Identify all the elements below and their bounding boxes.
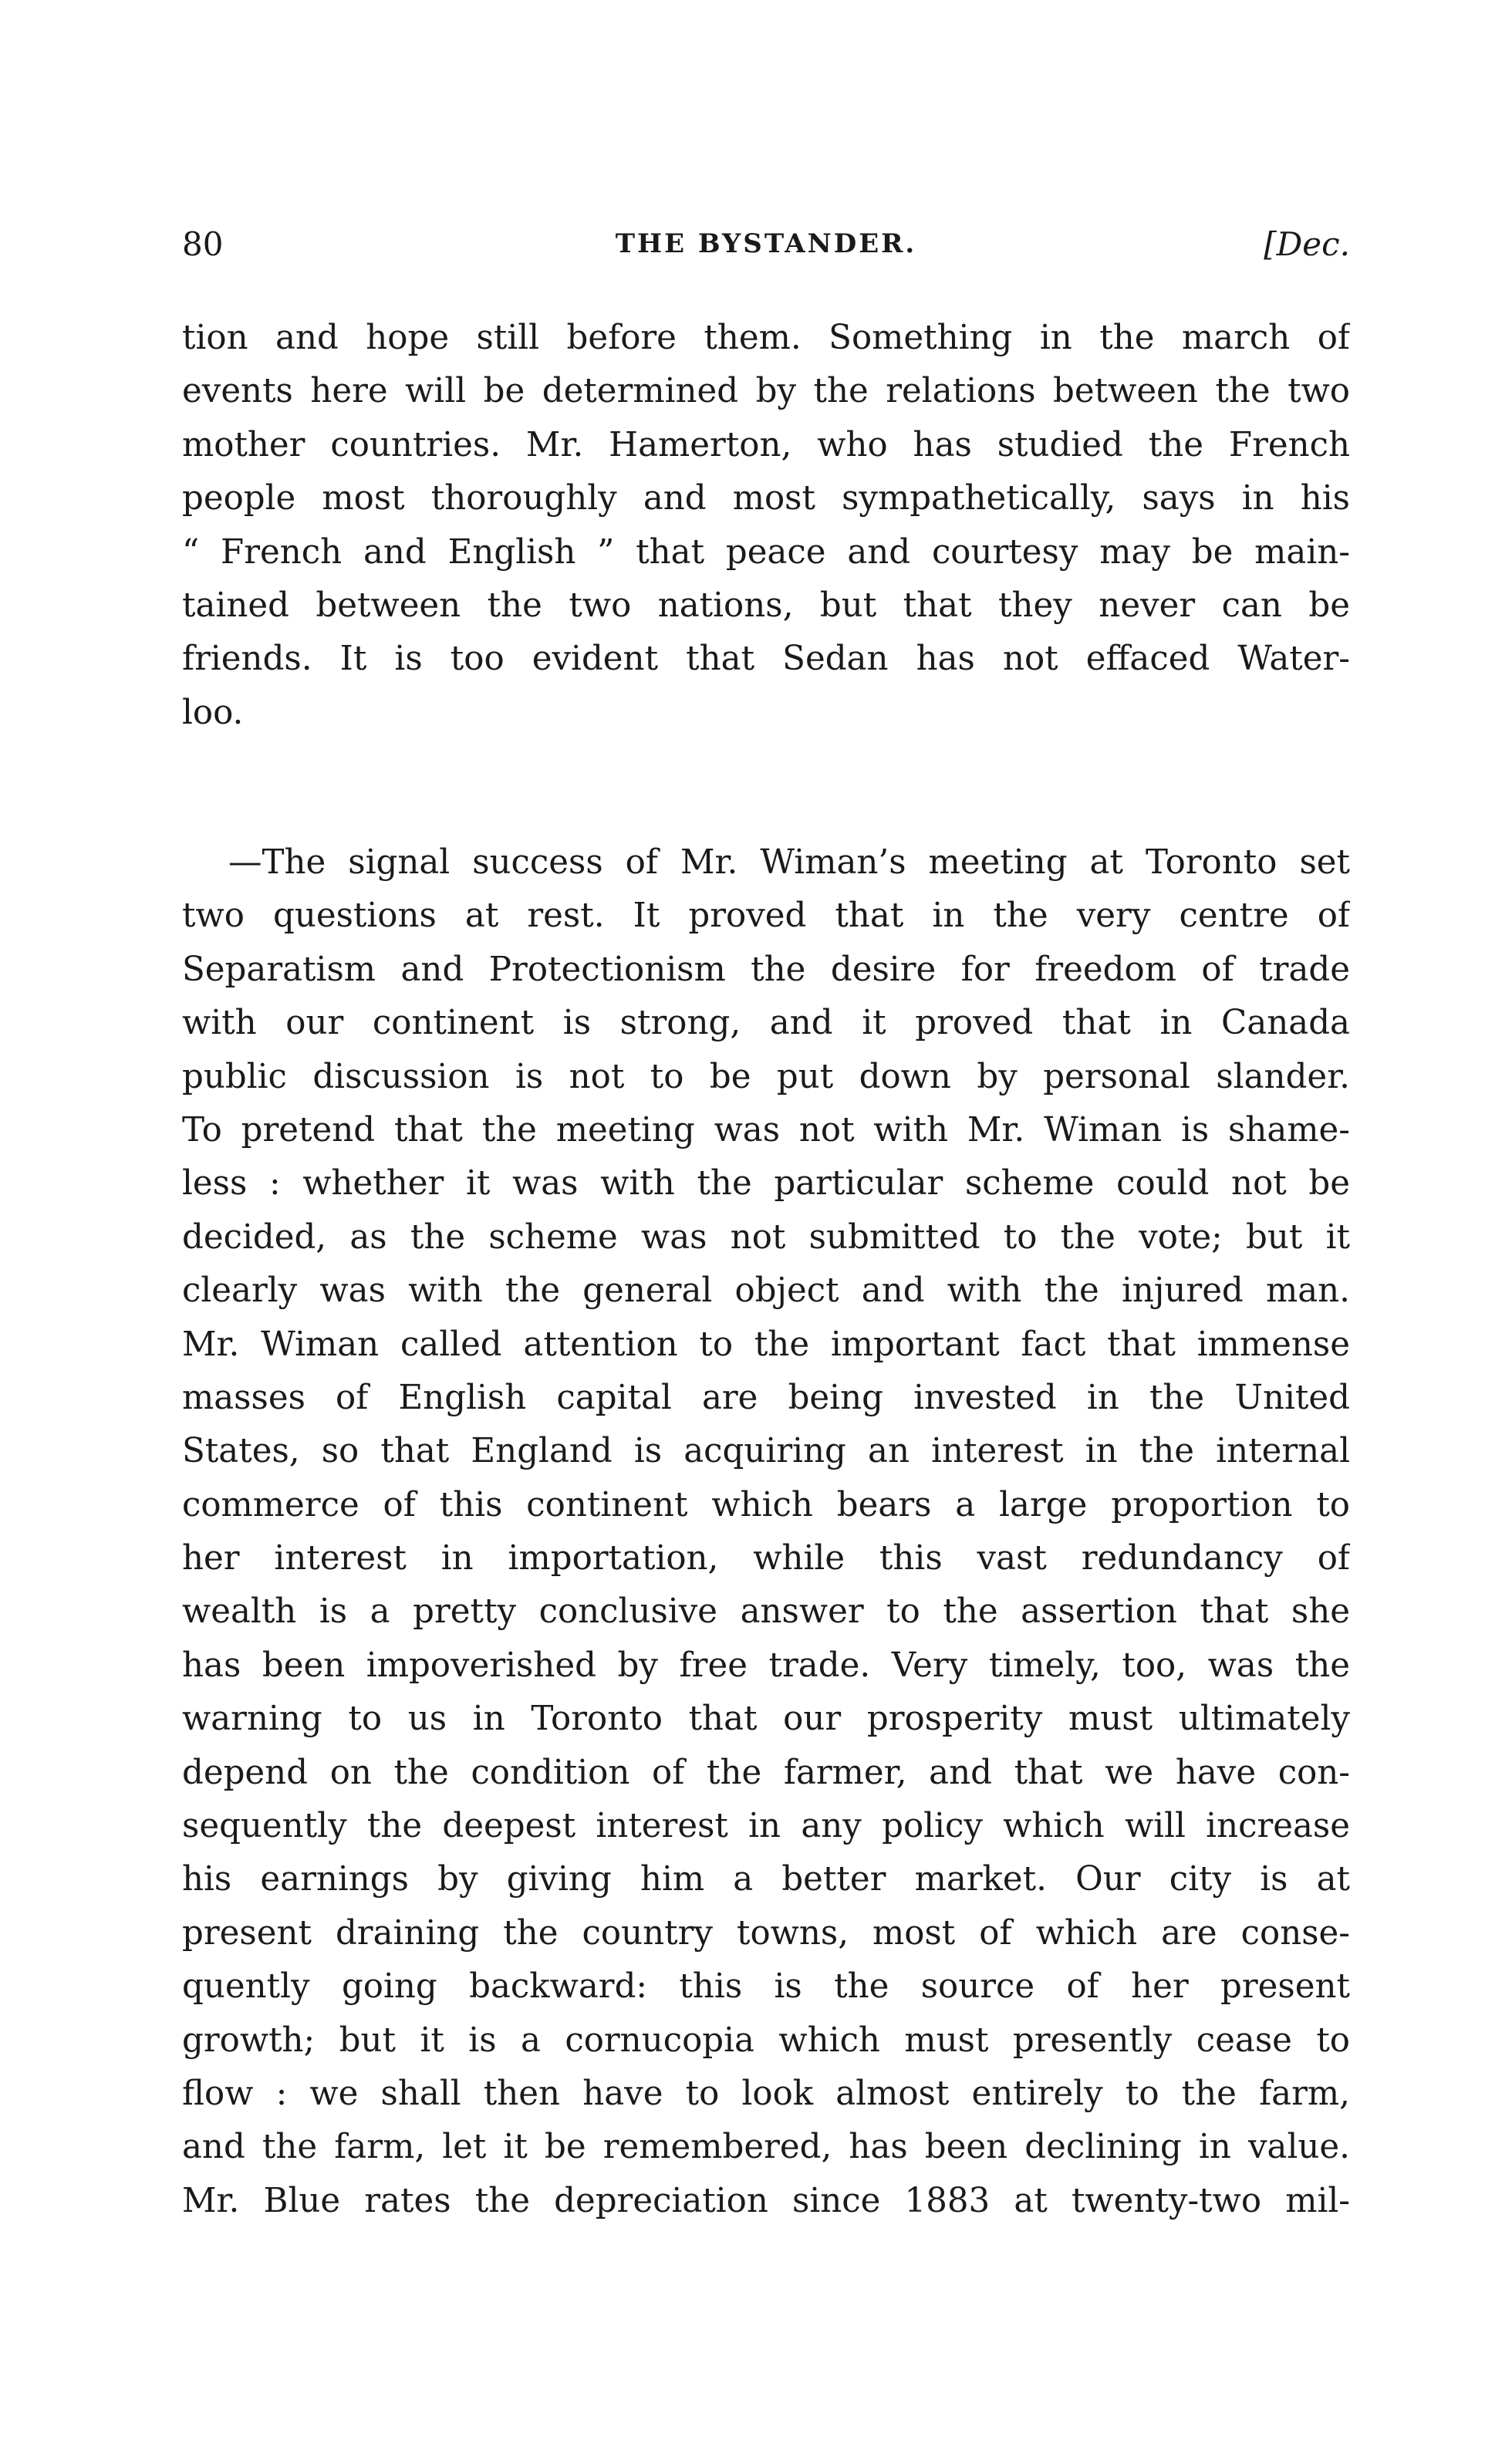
text-line: with our continent is strong, and it proved that in Canada <box>182 1004 1350 1043</box>
text-line: wealth is a pretty conclusive answer to the assertion that she <box>182 1592 1350 1632</box>
text-line: To pretend that the meeting was not with Mr. Wiman is shame- <box>182 1110 1350 1149</box>
page-number: 80 <box>182 225 224 263</box>
text-line: Mr. Wiman called attention to the important fact that immense <box>182 1325 1350 1364</box>
text-line: States, so that England is acquiring an interest in the internal <box>182 1432 1350 1471</box>
text-line: friends. It is too evident that Sedan has not effaced Water- <box>182 640 1350 679</box>
text-line: —The signal success of Mr. Wiman’s meeting at Toronto set <box>228 843 1350 882</box>
text-line: two questions at rest. It proved that in the very centre of <box>182 896 1350 936</box>
text-line: tained between the two nations, but that they never can be <box>182 586 1350 625</box>
journal-title: THE BYSTANDER. <box>615 228 917 259</box>
text-line: decided, as the scheme was not submitted to the vote; but it <box>182 1217 1350 1257</box>
text-line: present draining the country towns, most of which are conse- <box>182 1913 1350 1953</box>
text-line: clearly was with the general object and with the injured man. <box>182 1271 1350 1311</box>
paragraph-hamerton <box>182 312 1350 740</box>
text-line: has been impoverished by free trade. Very timely, too, was the <box>182 1646 1350 1685</box>
text-line: people most thoroughly and most sympathetically, says in his <box>182 479 1350 518</box>
text-line: Mr. Blue rates the depreciation since 1883 at twenty-two mil- <box>182 2181 1350 2220</box>
text-line: depend on the condition of the farmer, and that we have con- <box>182 1753 1350 1792</box>
text-line: Separatism and Protectionism the desire for freedom of trade <box>182 950 1350 989</box>
text-line: flow : we shall then have to look almost entirely to the farm, <box>182 2074 1350 2113</box>
text-line: quently going backward: this is the source of her present <box>182 1967 1350 2007</box>
running-head <box>182 225 1350 272</box>
text-line: growth; but it is a cornucopia which must presently cease to <box>182 2020 1350 2060</box>
text-line: and the farm, let it be remembered, has been declining in value. <box>182 2128 1350 2167</box>
text-line: public discussion is not to be put down by personal slander. <box>182 1057 1350 1096</box>
text-line: her interest in importation, while this vast redundancy of <box>182 1539 1350 1578</box>
text-line: less : whether it was with the particular scheme could not be <box>182 1164 1350 1203</box>
text-line: commerce of this continent which bears a large proportion to <box>182 1485 1350 1524</box>
text-line: his earnings by giving him a better market. Our city is at <box>182 1860 1350 1899</box>
text-line: “ French and English ” that peace and courtesy may be main- <box>182 532 1350 572</box>
text-line: events here will be determined by the relations between the two <box>182 372 1350 411</box>
text-line: sequently the deepest interest in any policy which will increase <box>182 1807 1350 1846</box>
text-line: mother countries. Mr. Hamerton, who has studied the French <box>182 425 1350 464</box>
text-line: masses of English capital are being invested in the United <box>182 1378 1350 1417</box>
paragraph-wiman-meeting <box>182 836 1350 2228</box>
text-line: tion and hope still before them. Something in the march of <box>182 319 1350 357</box>
text-line: warning to us in Toronto that our prosperity must ultimately <box>182 1700 1350 1739</box>
issue-month: [Dec. <box>1264 225 1350 263</box>
text-line: loo. <box>182 693 244 732</box>
